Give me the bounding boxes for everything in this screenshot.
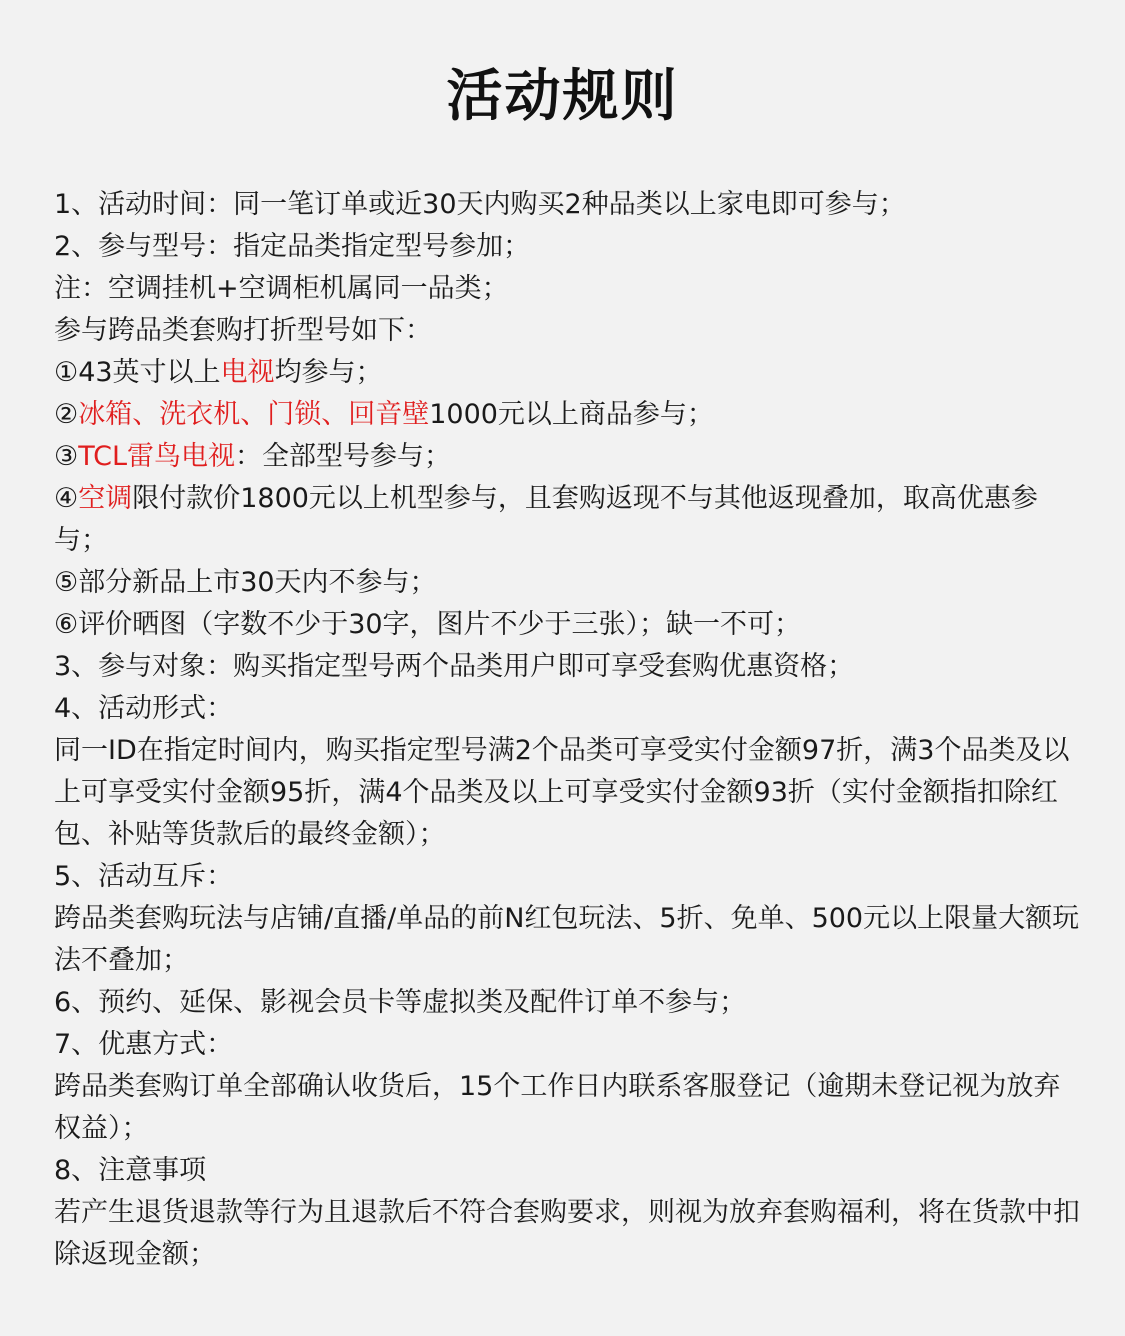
rule-notes-body: 若产生退货退款等行为且退款后不符合套购要求，则视为放弃套购福利，将在货款中扣除返现金额； [54, 1197, 1080, 1270]
page-title: 活动规则 [446, 64, 679, 129]
rule-models-heading: 参与跨品类套购打折型号如下： [54, 315, 432, 346]
rule-format-body: 同一ID在指定时间内，购买指定型号满2个品类可享受实付金额97折，满3个品类及以上可享受实付金额95折，满4个品类及以上可享受实付金额93折（实付金额指扣除红包、补贴等货款后的最终金额）； [54, 735, 1070, 850]
model-item-1-suffix: 均参与； [274, 357, 383, 388]
model-item-3-highlight: TCL雷鸟电视 [78, 441, 236, 472]
model-item-2 [54, 394, 1084, 436]
model-item-5: ⑤部分新品上市30天内不参与； [54, 567, 437, 598]
model-item-4-suffix: 限付款价1800元以上机型参与，且套购返现不与其他返现叠加，取高优惠参与； [54, 483, 1038, 556]
model-item-1-prefix: ①43英寸以上 [54, 357, 221, 388]
rule-activity-time: 1、活动时间：同一笔订单或近30天内购买2种品类以上家电即可参与； [54, 189, 906, 220]
rule-exclusion-heading: 5、活动互斥： [54, 861, 234, 892]
rule-participants: 3、参与对象：购买指定型号两个品类用户即可享受套购优惠资格； [54, 651, 855, 682]
model-item-6: ⑥评价晒图（字数不少于30字，图片不少于三张）；缺一不可； [54, 609, 802, 640]
model-item-4 [54, 478, 1084, 562]
rules-list [54, 184, 1084, 1276]
rule-notes-heading: 8、注意事项 [54, 1155, 207, 1186]
rule-discount-body: 跨品类套购订单全部确认收货后，15个工作日内联系客服登记（逾期未登记视为放弃权益）； [54, 1071, 1061, 1144]
rule-models: 2、参与型号：指定品类指定型号参加； [54, 231, 531, 262]
rule-discount-heading: 7、优惠方式： [54, 1029, 234, 1060]
rule-excluded-orders: 6、预约、延保、影视会员卡等虚拟类及配件订单不参与； [54, 987, 747, 1018]
model-item-3-suffix: ：全部型号参与； [235, 441, 452, 472]
model-item-1-highlight: 电视 [220, 357, 275, 388]
model-item-2-suffix: 1000元以上商品参与； [429, 399, 714, 430]
model-item-3-prefix: ③ [54, 441, 79, 472]
model-item-1 [54, 352, 1084, 394]
model-item-4-prefix: ④ [54, 483, 79, 514]
rule-note: 注：空调挂机+空调柜机属同一品类； [54, 273, 509, 304]
model-item-2-prefix: ② [54, 399, 79, 430]
model-item-4-highlight: 空调 [78, 483, 133, 514]
model-item-3 [54, 436, 1084, 478]
rule-format-heading: 4、活动形式： [54, 693, 234, 724]
rule-exclusion-body: 跨品类套购玩法与店铺/直播/单品的前N红包玩法、5折、免单、500元以上限量大额玩法不叠加； [54, 903, 1080, 976]
model-item-2-highlight: 冰箱、洗衣机、门锁、回音壁 [78, 399, 430, 430]
